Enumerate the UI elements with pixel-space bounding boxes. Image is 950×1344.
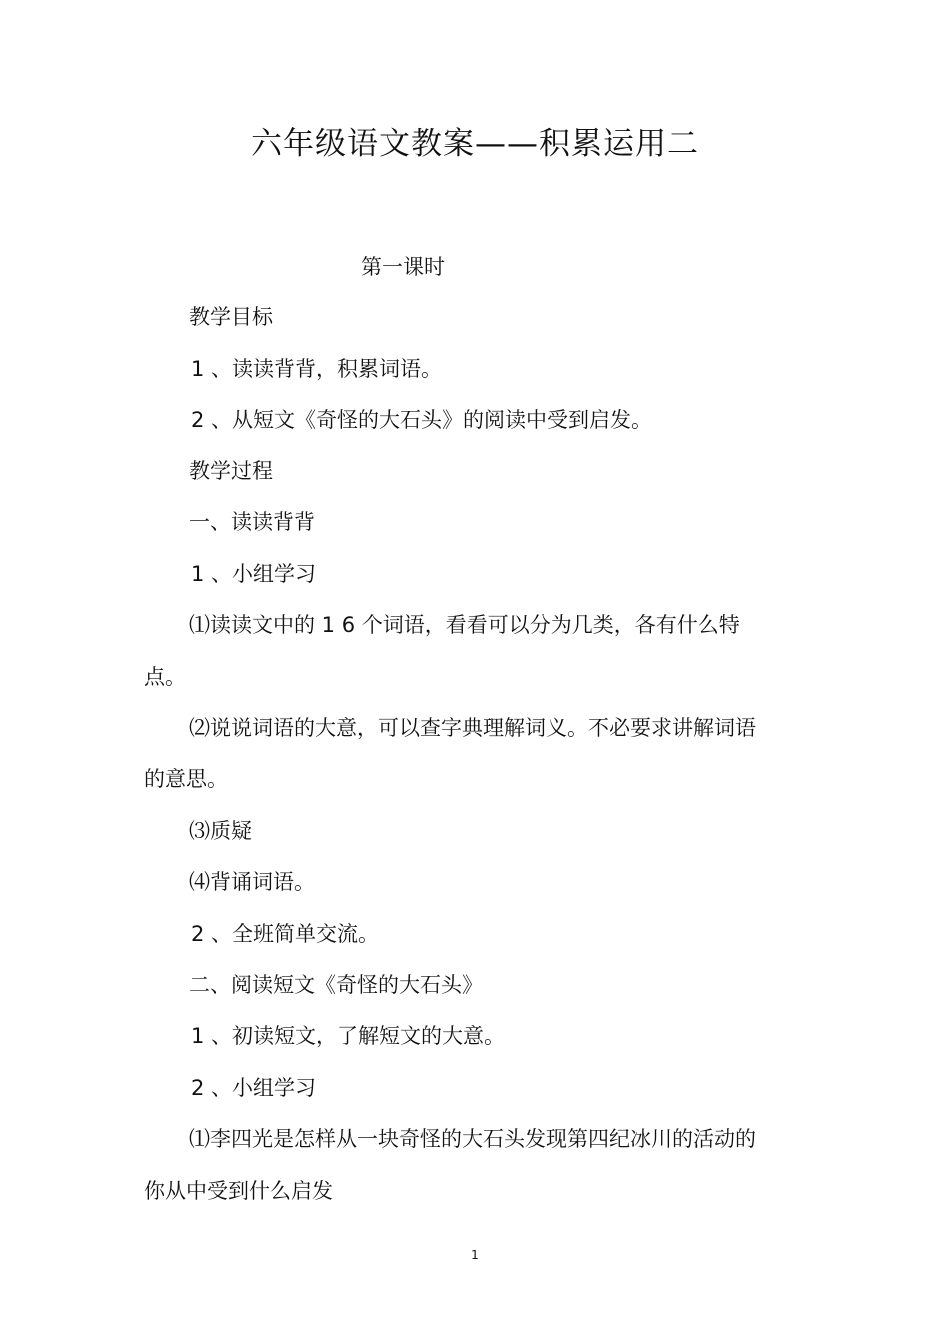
section-heading-process: 教学过程 <box>189 459 273 483</box>
process-part-2-heading: 二、阅读短文《奇怪的大石头》 <box>189 973 483 997</box>
process-step-2-2: 2 、小组学习 <box>191 1076 317 1100</box>
objective-item-1: 1 、读读背背，积累词语。 <box>191 357 443 381</box>
process-part-1-heading: 一、读读背背 <box>189 510 315 534</box>
paragraph-line: 点。 <box>144 665 186 689</box>
section-heading-objectives: 教学目标 <box>189 305 273 329</box>
lesson-period-heading: 第一课时 <box>361 255 445 279</box>
paragraph-line: 的意思。 <box>144 767 228 791</box>
process-step-1-1: 1 、小组学习 <box>191 562 317 586</box>
paragraph-line: ⑷背诵词语。 <box>189 870 315 894</box>
paragraph-line: ⑴读读文中的 1 6 个词语，看看可以分为几类，各有什么特 <box>189 613 740 637</box>
document-title: 六年级语文教案——积累运用二 <box>251 126 699 162</box>
paragraph-line: ⑴李四光是怎样从一块奇怪的大石头发现第四纪冰川的活动的 <box>189 1127 756 1151</box>
paragraph-line: ⑶质疑 <box>189 819 252 843</box>
page-number: 1 <box>471 1248 479 1262</box>
process-step-2-1: 1 、初读短文，了解短文的大意。 <box>191 1024 506 1048</box>
objective-item-2: 2 、从短文《奇怪的大石头》的阅读中受到启发。 <box>191 408 653 432</box>
process-step-1-2: 2 、全班简单交流。 <box>191 922 380 946</box>
paragraph-line: ⑵说说词语的大意，可以查字典理解词义。不必要求讲解词语 <box>189 716 756 740</box>
paragraph-line: 你从中受到什么启发 <box>144 1179 333 1203</box>
